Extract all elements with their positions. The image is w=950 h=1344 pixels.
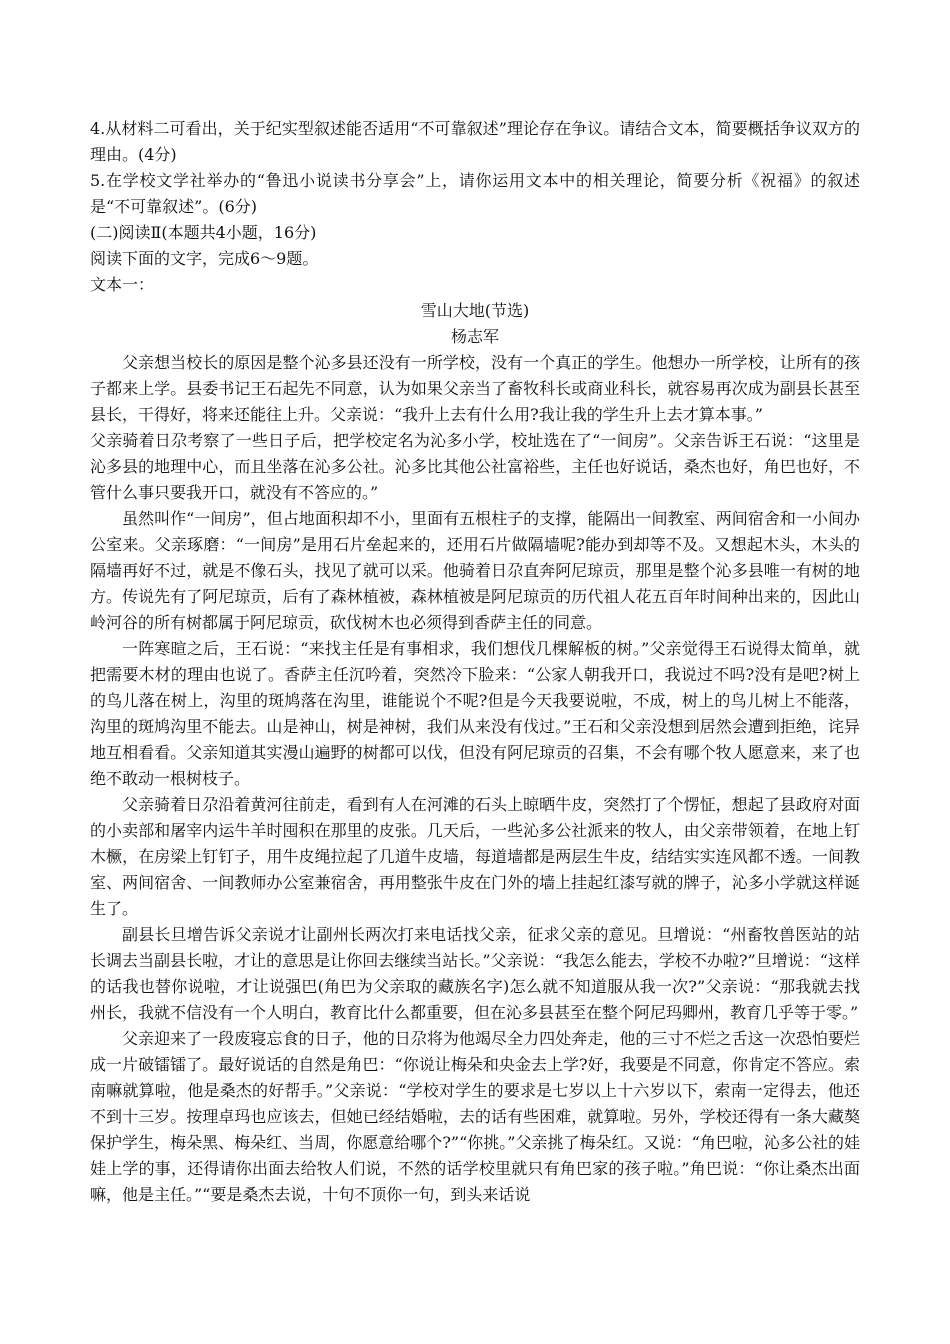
question-5: 5.在学校文学社举办的“鲁迅小说读书分享会”上，请你运用文本中的相关理论，简要分析《祝福》的叙述是“不可靠叙述”。(6分) bbox=[90, 171, 860, 216]
article-paragraph-6: 副县长旦增告诉父亲说才让副州长两次打来电话找父亲，征求父亲的意见。旦增说：“州畜牧兽医站的站长调去当副县长啦，才让的意思是让你回去继续当站长。”父亲说：“我怎么能去，学校不办啦?”旦增说：“这样的话我也替你说啦，才让说强巴(角巴为父亲取的藏族名字)怎么就不知道服从我一次?”父亲说：“那我就去找州长，我就不信没有一个人明白，教育比什么都重要，但在沁多县甚至在整个阿尼玛卿州，教育几乎等于零。” bbox=[90, 925, 860, 1022]
article-paragraph-3: 虽然叫作“一间房”，但占地面积却不小，里面有五根柱子的支撑，能隔出一间教室、两间宿舍和一小间办公室来。父亲琢磨：“一间房”是用石片垒起来的，还用石片做隔墙呢?能办到却等不及。又想起木头，木头的隔墙再好不过，就是不像石头，找见了就可以采。他骑着日尕直奔阿尼琼贡，那里是整个沁多县唯一有树的地方。传说先有了阿尼琼贡，后有了森林植被，森林植被是阿尼琼贡的历代祖人花五百年时间种出来的，因此山岭河谷的所有树都属于阿尼琼贡，砍伐树木也必须得到香萨主任的同意。 bbox=[90, 509, 860, 632]
article-paragraph-7: 父亲迎来了一段废寝忘食的日子，他的日尕将为他竭尽全力四处奔走，他的三寸不烂之舌这一次恐怕要烂成一片破镭镭了。最好说话的自然是角巴：“你说让梅朵和央金去上学?好，我要是不同意，你肯定不答应。索南嘛就算啦，他是桑杰的好帮手。”父亲说：“学校对学生的要求是七岁以上十六岁以下，索南一定得去，他还不到十三岁。按理卓玛也应该去，但她已经结婚啦，去的话有些困难，就算啦。另外，学校还得有一条大藏獒保护学生，梅朵黑、梅朵红、当周，你愿意给哪个?”“你挑。”父亲挑了梅朵红。又说：“角巴啦，沁多公社的娃娃上学的事，还得请你出面去给牧人们说，不然的话学校里就只有角巴家的孩子啦。”角巴说：“你让桑杰出面嘛，他是主任。”“要是桑杰去说，十句不顶你一句，到头来话说 bbox=[90, 1029, 860, 1204]
section-instruction: 阅读下面的文字，完成6～9题。 bbox=[90, 249, 319, 268]
article-paragraph-2: 父亲骑着日尕考察了一些日子后，把学校定名为沁多小学，校址选在了“一间房”。父亲告诉王石说：“这里是沁多县的地理中心，而且坐落在沁多公社。沁多比其他公社富裕些，主任也好说话，桑杰也好，角巴也好，不管什么事只要我开口，就没有不答应的。” bbox=[90, 431, 860, 502]
question-4: 4.从材料二可看出，关于纪实型叙述能否适用“不可靠叙述”理论存在争议。请结合文本，简要概括争议双方的理由。(4分) bbox=[90, 119, 860, 164]
article-paragraph-1: 父亲想当校长的原因是整个沁多县还没有一所学校，没有一个真正的学生。他想办一所学校，让所有的孩子都来上学。县委书记王石起先不同意，认为如果父亲当了畜牧科长或商业科长，就容易再次成为副县长甚至县长，干得好，将来还能往上升。父亲说：“我升上去有什么用?我让我的学生升上去才算本事。” bbox=[90, 353, 860, 424]
article-paragraph-4: 一阵寒暄之后，王石说：“来找主任是有事相求，我们想伐几棵解板的树。”父亲觉得王石说得太简单，就把需要木材的理由也说了。香萨主任沉吟着，突然冷下脸来：“公家人朝我开口，我说过不吗?没有是吧?树上的鸟儿落在树上，沟里的斑鸠落在沟里，谁能说个不呢?但是今天我要说啦，不成，树上的鸟儿树上不能落，沟里的斑鸠沟里不能去。山是神山，树是神树，我们从来没有伐过。”王石和父亲没想到居然会遭到拒绝，诧异地互相看看。父亲知道其实漫山遍野的树都可以伐，但没有阿尼琼贡的召集，不会有哪个牧人愿意来，来了也绝不敢动一根树枝子。 bbox=[90, 639, 860, 788]
article-title: 雪山大地(节选) bbox=[420, 301, 530, 320]
article-author: 杨志军 bbox=[450, 327, 499, 346]
section-heading: (二)阅读Ⅱ(本题共4小题，16分) bbox=[90, 223, 317, 242]
text-label: 文本一： bbox=[90, 275, 155, 294]
document-page bbox=[90, 116, 860, 1208]
article-paragraph-5: 父亲骑着日尕沿着黄河往前走，看到有人在河滩的石头上晾晒牛皮，突然打了个愣怔，想起了县政府对面的小卖部和屠宰内运牛羊时囤积在那里的皮张。几天后，一些沁多公社派来的牧人，由父亲带领着，在地上钉木橛，在房梁上钉钉子，用牛皮绳拉起了几道牛皮墙，每道墙都是两层生牛皮，结结实实连风都不透。一间教室、两间宿舍、一间教师办公室兼宿舍，再用整张牛皮在门外的墙上挂起红漆写就的牌子，沁多小学就这样诞生了。 bbox=[90, 795, 860, 918]
